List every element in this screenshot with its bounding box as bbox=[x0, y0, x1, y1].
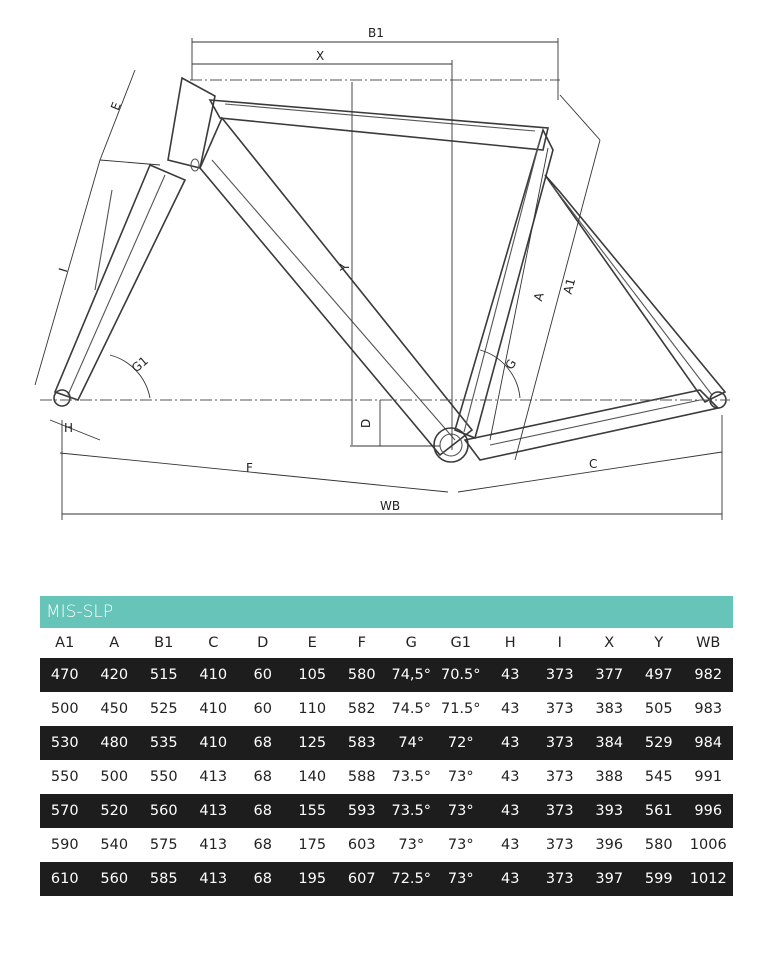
table-cell: 43 bbox=[486, 862, 536, 896]
table-cell: 73° bbox=[398, 837, 425, 853]
column-header: G bbox=[405, 635, 417, 651]
column-header: E bbox=[307, 635, 317, 651]
table-cell: 497 bbox=[634, 658, 684, 692]
column-header: Y bbox=[654, 635, 664, 651]
table-cell: 540 bbox=[100, 837, 129, 853]
label-c: C bbox=[589, 457, 598, 471]
label-e: E bbox=[108, 100, 124, 113]
table-cell: 535 bbox=[139, 726, 189, 760]
table-cell: 580 bbox=[337, 658, 387, 692]
table-cell: 73.5° bbox=[391, 769, 432, 785]
table-cell: 68 bbox=[238, 726, 288, 760]
table-cell: 413 bbox=[199, 769, 228, 785]
label-g1: G1 bbox=[128, 353, 151, 376]
table-cell: 590 bbox=[50, 837, 79, 853]
table-cell: 1006 bbox=[689, 837, 727, 853]
table-cell: 140 bbox=[298, 769, 327, 785]
table-cell: 550 bbox=[50, 769, 79, 785]
table-cell: 125 bbox=[288, 726, 338, 760]
table-cell: 70.5° bbox=[436, 658, 486, 692]
label-a: A bbox=[530, 291, 547, 303]
table-cell: 550 bbox=[149, 769, 178, 785]
table-cell: 195 bbox=[288, 862, 338, 896]
table-cell: 410 bbox=[189, 658, 239, 692]
table-cell: 43 bbox=[486, 658, 536, 692]
table-cell: 60 bbox=[238, 658, 288, 692]
table-cell: 984 bbox=[684, 726, 734, 760]
table-cell: 373 bbox=[545, 769, 574, 785]
table-cell: 73° bbox=[447, 837, 474, 853]
table-cell: 983 bbox=[694, 701, 723, 717]
table-cell: 500 bbox=[100, 769, 129, 785]
table-cell: 43 bbox=[501, 701, 520, 717]
table-cell: 68 bbox=[253, 837, 272, 853]
table-cell: 74.5° bbox=[391, 701, 432, 717]
table-cell: 480 bbox=[90, 726, 140, 760]
label-x: X bbox=[316, 49, 325, 63]
table-cell: 585 bbox=[139, 862, 189, 896]
table-cell: 607 bbox=[337, 862, 387, 896]
table-cell: 420 bbox=[90, 658, 140, 692]
table-cell: 373 bbox=[535, 794, 585, 828]
table-cell: 373 bbox=[535, 658, 585, 692]
table-cell: 71.5° bbox=[440, 701, 481, 717]
label-d: D bbox=[359, 418, 373, 428]
table-cell: 373 bbox=[545, 701, 574, 717]
table-header-row bbox=[40, 628, 733, 658]
table-row bbox=[40, 726, 733, 760]
dimension-lines bbox=[35, 38, 730, 520]
geometry-table bbox=[40, 628, 733, 896]
column-header: X bbox=[604, 635, 615, 651]
table-cell: 74° bbox=[387, 726, 437, 760]
table-cell: 610 bbox=[40, 862, 90, 896]
table-cell: 991 bbox=[694, 769, 723, 785]
table-cell: 525 bbox=[149, 701, 178, 717]
table-cell: 580 bbox=[644, 837, 673, 853]
table-cell: 396 bbox=[595, 837, 624, 853]
table-cell: 68 bbox=[253, 769, 272, 785]
table-row bbox=[40, 794, 733, 828]
label-i: I bbox=[56, 266, 71, 274]
geometry-table-section bbox=[40, 596, 733, 896]
table-cell: 996 bbox=[684, 794, 734, 828]
table-cell: 175 bbox=[298, 837, 327, 853]
label-wb: WB bbox=[380, 499, 401, 513]
table-cell: 505 bbox=[644, 701, 673, 717]
table-cell: 560 bbox=[90, 862, 140, 896]
column-header: B1 bbox=[154, 635, 174, 651]
table-cell: 470 bbox=[40, 658, 90, 692]
table-cell: 560 bbox=[139, 794, 189, 828]
table-cell: 529 bbox=[634, 726, 684, 760]
column-header: C bbox=[208, 635, 219, 651]
table-cell: 515 bbox=[139, 658, 189, 692]
table-cell: 43 bbox=[486, 726, 536, 760]
table-row bbox=[40, 828, 733, 862]
table-cell: 43 bbox=[501, 837, 520, 853]
table-cell: 413 bbox=[189, 862, 239, 896]
table-cell: 982 bbox=[684, 658, 734, 692]
table-cell: 60 bbox=[253, 701, 272, 717]
table-cell: 373 bbox=[535, 862, 585, 896]
column-header: I bbox=[557, 635, 562, 651]
table-cell: 582 bbox=[347, 701, 376, 717]
column-header: WB bbox=[696, 635, 721, 651]
table-cell: 155 bbox=[288, 794, 338, 828]
table-cell: 68 bbox=[238, 794, 288, 828]
label-y: Y bbox=[338, 263, 352, 271]
table-cell: 575 bbox=[149, 837, 178, 853]
table-cell: 413 bbox=[199, 837, 228, 853]
table-cell: 593 bbox=[337, 794, 387, 828]
column-header: A1 bbox=[55, 635, 75, 651]
table-cell: 73° bbox=[436, 862, 486, 896]
table-cell: 74,5° bbox=[387, 658, 437, 692]
table-cell: 72° bbox=[436, 726, 486, 760]
table-cell: 373 bbox=[545, 837, 574, 853]
table-row bbox=[40, 760, 733, 794]
table-cell: 545 bbox=[644, 769, 673, 785]
label-f: F bbox=[246, 461, 253, 475]
table-row bbox=[40, 692, 733, 726]
table-cell: 43 bbox=[486, 794, 536, 828]
table-cell: 603 bbox=[347, 837, 376, 853]
label-h: H bbox=[64, 421, 74, 435]
table-cell: 570 bbox=[40, 794, 90, 828]
table-cell: 599 bbox=[634, 862, 684, 896]
table-row bbox=[40, 862, 733, 896]
column-header: A bbox=[109, 635, 120, 651]
table-cell: 410 bbox=[189, 726, 239, 760]
label-g: G bbox=[502, 356, 520, 372]
table-cell: 68 bbox=[238, 862, 288, 896]
table-cell: 73° bbox=[436, 794, 486, 828]
table-cell: 105 bbox=[288, 658, 338, 692]
table-cell: 388 bbox=[595, 769, 624, 785]
label-a1: A1 bbox=[560, 276, 579, 296]
label-b1: B1 bbox=[368, 26, 384, 40]
table-cell: 588 bbox=[347, 769, 376, 785]
table-cell: 393 bbox=[585, 794, 635, 828]
table-cell: 413 bbox=[189, 794, 239, 828]
column-header: H bbox=[504, 635, 516, 651]
table-cell: 397 bbox=[585, 862, 635, 896]
table-cell: 450 bbox=[100, 701, 129, 717]
table-cell: 373 bbox=[535, 726, 585, 760]
table-cell: 530 bbox=[40, 726, 90, 760]
column-header: D bbox=[257, 635, 269, 651]
table-cell: 583 bbox=[337, 726, 387, 760]
bike-frame bbox=[54, 78, 726, 462]
column-header: G1 bbox=[450, 635, 471, 651]
table-cell: 410 bbox=[199, 701, 228, 717]
table-cell: 73.5° bbox=[387, 794, 437, 828]
model-name-header: MIS-SLP bbox=[40, 596, 733, 628]
table-cell: 383 bbox=[595, 701, 624, 717]
column-header: F bbox=[357, 635, 366, 651]
table-cell: 500 bbox=[50, 701, 79, 717]
table-cell: 377 bbox=[585, 658, 635, 692]
table-cell: 520 bbox=[90, 794, 140, 828]
table-cell: 384 bbox=[585, 726, 635, 760]
table-cell: 72.5° bbox=[387, 862, 437, 896]
table-cell: 1012 bbox=[684, 862, 734, 896]
table-cell: 110 bbox=[298, 701, 327, 717]
table-cell: 561 bbox=[634, 794, 684, 828]
table-cell: 43 bbox=[501, 769, 520, 785]
table-row bbox=[40, 658, 733, 692]
table-cell: 73° bbox=[447, 769, 474, 785]
